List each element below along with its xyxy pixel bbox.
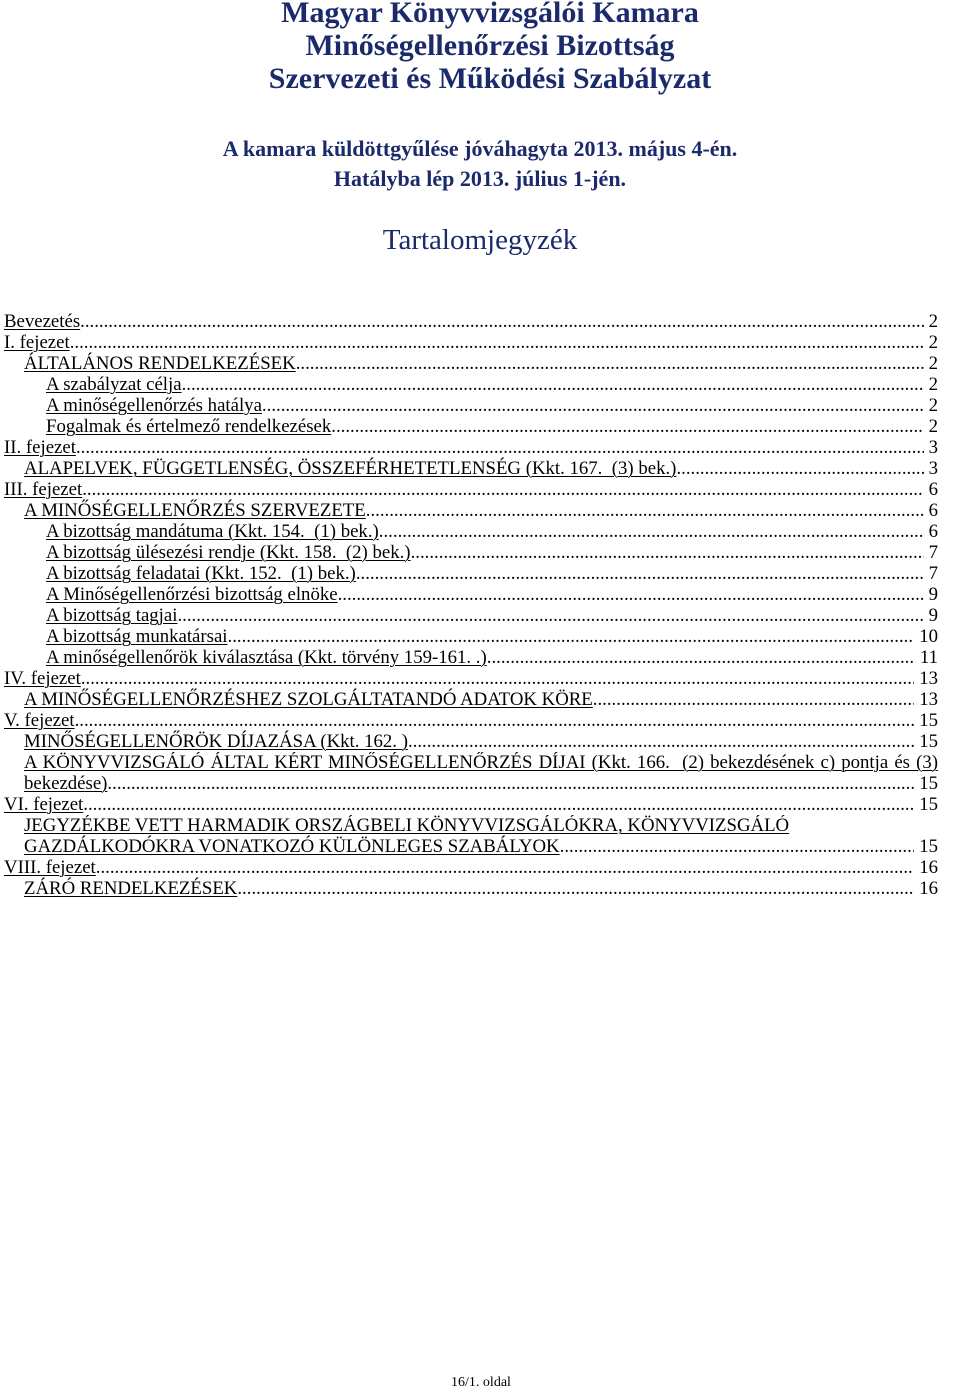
toc-leader-dots — [593, 689, 914, 710]
toc-entry[interactable] — [4, 668, 938, 689]
page-footer-number: 16/1. oldal — [451, 1375, 511, 1390]
title-line-regulation: Szervezeti és Működési Szabályzat — [268, 62, 712, 95]
toc-entry-label: A minőségellenőrzés hatálya — [46, 395, 262, 416]
toc-entry-continuation — [24, 773, 938, 794]
toc-leader-dots — [356, 563, 924, 584]
toc-page-number: 15 — [919, 794, 938, 815]
toc-entry[interactable] — [4, 605, 938, 626]
toc-page-number: 15 — [919, 731, 938, 752]
toc-entry-label: MINŐSÉGELLENŐRÖK DÍJAZÁSA (Kkt. 162. ) — [24, 731, 408, 752]
toc-entry-label: A MINŐSÉGELLENŐRZÉS SZERVEZETE — [24, 500, 366, 521]
toc-entry[interactable] — [4, 542, 938, 563]
toc-leader-dots — [331, 416, 923, 437]
toc-page-number: 7 — [928, 542, 938, 563]
toc-entry-label: A bizottság munkatársai — [46, 626, 228, 647]
toc-leader-dots — [80, 311, 923, 332]
toc-leader-dots — [676, 458, 923, 479]
toc-page-number: 6 — [928, 479, 938, 500]
toc-entry-label: IV. fejezet — [4, 668, 81, 689]
toc-entry[interactable] — [4, 374, 938, 395]
toc-leader-dots — [81, 668, 914, 689]
toc-entry[interactable] — [4, 752, 938, 794]
toc-entry[interactable] — [4, 353, 938, 374]
toc-page-number: 6 — [928, 521, 938, 542]
toc-leader-dots — [408, 731, 914, 752]
toc-entry-label: Fogalmak és értelmező rendelkezések — [46, 416, 332, 437]
toc-entry-label-line-1: JEGYZÉKBE VETT HARMADIK ORSZÁGBELI KÖNYVVIZSGÁLÓKRA, KÖNYVVIZSGÁLÓ — [24, 815, 790, 836]
toc-page-number: 11 — [919, 647, 938, 668]
approval-text: A kamara küldöttgyűlése jóváhagyta 2013. május 4-én. — [222, 136, 738, 161]
toc-entry-label: I. fejezet — [4, 332, 70, 353]
toc-leader-dots — [107, 773, 914, 794]
toc-entry-label: II. fejezet — [4, 437, 76, 458]
toc-leader-dots — [182, 374, 924, 395]
toc-entry[interactable] — [4, 878, 938, 899]
toc-entry[interactable] — [4, 794, 938, 815]
table-of-contents — [4, 311, 938, 899]
toc-leader-dots — [177, 605, 923, 626]
toc-page-number: 2 — [928, 353, 938, 374]
toc-page-number: 9 — [928, 584, 938, 605]
toc-leader-dots — [228, 626, 915, 647]
toc-entry[interactable] — [4, 710, 938, 731]
toc-entry[interactable] — [4, 563, 938, 584]
toc-entry[interactable] — [4, 731, 938, 752]
toc-page-number: 3 — [928, 458, 938, 479]
toc-entry[interactable] — [4, 815, 938, 857]
toc-leader-dots — [338, 584, 924, 605]
toc-entry[interactable] — [4, 521, 938, 542]
toc-entry-label: ALAPELVEK, FÜGGETLENSÉG, ÖSSZEFÉRHETETLENSÉG (Kkt. 167. (3) bek.) — [24, 458, 677, 479]
effective-date-text: Hatályba lép 2013. július 1-jén. — [333, 166, 627, 191]
toc-leader-dots — [83, 794, 914, 815]
toc-page-number: 15 — [919, 773, 938, 794]
document-title — [0, 0, 960, 95]
toc-leader-dots — [487, 647, 915, 668]
toc-entry[interactable] — [4, 479, 938, 500]
toc-page-number: 16 — [919, 878, 938, 899]
toc-entry[interactable] — [4, 395, 938, 416]
approval-block — [0, 134, 960, 194]
toc-leader-dots — [560, 836, 915, 857]
toc-leader-dots — [70, 332, 924, 353]
toc-entry-label: A MINŐSÉGELLENŐRZÉSHEZ SZOLGÁLTATANDÓ ADATOK KÖRE — [24, 689, 593, 710]
toc-page-number: 2 — [928, 374, 938, 395]
toc-entry-label: A bizottság ülésezési rendje (Kkt. 158. (2) bek.) — [46, 542, 411, 563]
toc-heading: Tartalomjegyzék — [382, 224, 578, 256]
toc-entry[interactable] — [4, 332, 938, 353]
toc-page-number: 7 — [928, 563, 938, 584]
toc-page-number: 13 — [919, 668, 938, 689]
toc-page-number: 2 — [928, 332, 938, 353]
toc-page-number: 13 — [919, 689, 938, 710]
toc-leader-dots — [96, 857, 914, 878]
toc-page-number: 2 — [928, 416, 938, 437]
toc-entry[interactable] — [4, 857, 938, 878]
toc-leader-dots — [76, 437, 924, 458]
toc-page-number: 10 — [919, 626, 938, 647]
toc-entry-label-line-2: GAZDÁLKODÓKRA VONATKOZÓ KÜLÖNLEGES SZABÁLYOK — [24, 836, 560, 857]
toc-leader-dots — [75, 710, 915, 731]
toc-leader-dots — [411, 542, 924, 563]
toc-entry-continuation — [24, 836, 938, 857]
toc-page-number: 2 — [928, 311, 938, 332]
toc-entry[interactable] — [4, 500, 938, 521]
toc-leader-dots — [296, 353, 924, 374]
toc-leader-dots — [366, 500, 924, 521]
toc-entry-label: Bevezetés — [4, 311, 81, 332]
toc-entry-label: VIII. fejezet — [4, 857, 96, 878]
toc-leader-dots — [379, 521, 924, 542]
title-line-organization: Magyar Könyvvizsgálói Kamara — [281, 0, 699, 29]
toc-page-number: 16 — [919, 857, 938, 878]
toc-entry-label: A bizottság mandátuma (Kkt. 154. (1) bek.) — [46, 521, 379, 542]
toc-entry[interactable] — [4, 458, 938, 479]
toc-entry-label-line-2: bekezdése) — [24, 773, 108, 794]
toc-page-number: 15 — [919, 836, 938, 857]
toc-entry[interactable] — [4, 647, 938, 668]
toc-entry[interactable] — [4, 437, 938, 458]
toc-page-number: 9 — [928, 605, 938, 626]
toc-entry-label: A bizottság tagjai — [46, 605, 178, 626]
toc-leader-dots — [237, 878, 914, 899]
toc-entry[interactable] — [4, 689, 938, 710]
toc-page-number: 15 — [919, 710, 938, 731]
toc-entry-label: VI. fejezet — [4, 794, 84, 815]
toc-entry-label: A Minőségellenőrzési bizottság elnöke — [46, 584, 338, 605]
title-line-committee: Minőségellenőrzési Bizottság — [305, 29, 675, 62]
toc-entry-label: ÁLTALÁNOS RENDELKEZÉSEK — [24, 353, 296, 374]
toc-entry-label: ZÁRÓ RENDELKEZÉSEK — [24, 878, 238, 899]
toc-leader-dots — [262, 395, 924, 416]
toc-entry-label-line-1: A KÖNYVVIZSGÁLÓ ÁLTAL KÉRT MINŐSÉGELLENŐRZÉS DÍJAI (Kkt. 166. (2) bekezdésének c) pontja és (3) — [24, 752, 938, 773]
toc-page-number: 6 — [928, 500, 938, 521]
toc-entry[interactable] — [4, 416, 938, 437]
toc-entry[interactable] — [4, 311, 938, 332]
toc-entry-label: A minőségellenőrök kiválasztása (Kkt. törvény 159-161. .) — [46, 647, 487, 668]
toc-page-number: 2 — [928, 395, 938, 416]
toc-entry-label: III. fejezet — [4, 479, 83, 500]
toc-entry-label: V. fejezet — [4, 710, 75, 731]
toc-page-number: 3 — [928, 437, 938, 458]
toc-leader-dots — [82, 479, 923, 500]
toc-entry[interactable] — [4, 626, 938, 647]
toc-entry[interactable] — [4, 584, 938, 605]
toc-entry-label: A bizottság feladatai (Kkt. 152. (1) bek.) — [46, 563, 356, 584]
toc-entry-label: A szabályzat célja — [46, 374, 182, 395]
